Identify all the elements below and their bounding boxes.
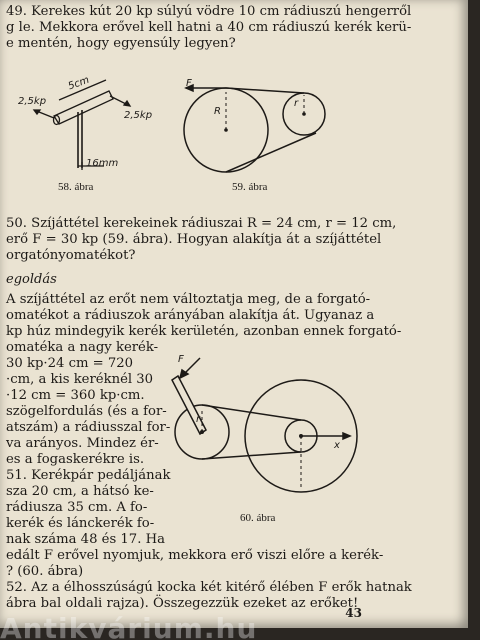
solution-line-2: omatékot a rádiuszok arányában alakítja át. Ugyanaz a	[6, 308, 375, 323]
problem-51-line-6: edált F erővel nyomjuk, mekkora erő viszi előre a kerék-	[6, 548, 384, 563]
solution-line-1: A szíjáttétel az erőt nem változtatja meg, de a forgató-	[6, 292, 371, 307]
fig60-label-x: x	[334, 440, 340, 451]
solution-line-3: kp húz mindegyik kerék kerületén, azonban ennek forgató-	[6, 324, 402, 339]
problem-49-line-1: 49. Kerekes kút 20 kp súlyú vödre 10 cm rádiuszú hengerről	[6, 4, 412, 19]
fig58-label-right-force: 2,5kp	[124, 110, 153, 121]
problem-51-line-1: 51. Kerékpár pedáljának	[6, 468, 171, 483]
solution-left-line-4: ·12 cm = 360 kp·cm.	[6, 388, 145, 403]
fig60-label-F: F	[178, 354, 184, 365]
problem-51-line-4: kerék és lánckerék fo-	[6, 516, 155, 531]
solution-left-line-1: omatéka a nagy kerék-	[6, 340, 159, 355]
fig58-label-5cm: 5cm	[66, 74, 91, 93]
fig59-label-R: R	[214, 106, 221, 117]
fig58-label-left-force: 2,5kp	[18, 96, 47, 107]
problem-50-line-2: erő F = 30 kp (59. ábra). Hogyan alakítja át a szíjáttétel	[6, 232, 382, 247]
solution-left-line-8: es a fogaskerékre is.	[6, 452, 145, 467]
fig59-label-r: r	[294, 98, 299, 109]
watermark: Antikvárium.hu	[0, 612, 258, 640]
problem-49-line-3: e mentén, hogy egyensúly legyen?	[6, 36, 236, 51]
problem-51-line-5: nak száma 48 és 17. Ha	[6, 532, 165, 547]
problem-51-line-3: rádiusza 35 cm. A fo-	[6, 500, 148, 515]
problem-51-line-2: sza 20 cm, a hátsó ke-	[6, 484, 154, 499]
problem-51-line-7: ? (60. ábra)	[6, 564, 84, 579]
solution-left-line-3: ·cm, a kis keréknél 30	[6, 372, 154, 387]
problem-50-line-1: 50. Szíjáttétel kerekeinek rádiuszai R = 24 cm, r = 12 cm,	[6, 216, 397, 231]
fig59-label-F: F	[186, 78, 192, 89]
fig59-caption: 59. ábra	[232, 181, 268, 193]
solution-heading: egoldás	[6, 272, 57, 287]
problem-50-line-3: orgatónyomatékot?	[6, 248, 136, 263]
fig60-caption: 60. ábra	[240, 512, 276, 524]
solution-left-line-7: va arányos. Mindez ér-	[6, 436, 159, 451]
fig60-label-r: r	[196, 414, 201, 425]
problem-52-line-1: 52. Az a élhosszúságú kocka két kitérő élében F erők hatnak	[6, 580, 412, 595]
fig58-label-16mm: 16mm	[86, 158, 119, 169]
figure-59	[176, 78, 336, 178]
problem-49-line-2: g le. Mekkora erővel kell hatni a 40 cm rádiuszú kerék kerü-	[6, 20, 412, 35]
page-number: 43	[345, 606, 362, 620]
problem-52-line-2: ábra bal oldali rajza). Összegezzük ezeket az erőket!	[6, 596, 359, 611]
figure-60	[158, 352, 358, 510]
fig58-caption: 58. ábra	[58, 181, 94, 193]
solution-left-line-2: 30 kp·24 cm = 720	[6, 356, 134, 371]
solution-left-line-5: szögelfordulás (és a for-	[6, 404, 167, 419]
solution-left-line-6: atszám) a rádiusszal for-	[6, 420, 171, 435]
